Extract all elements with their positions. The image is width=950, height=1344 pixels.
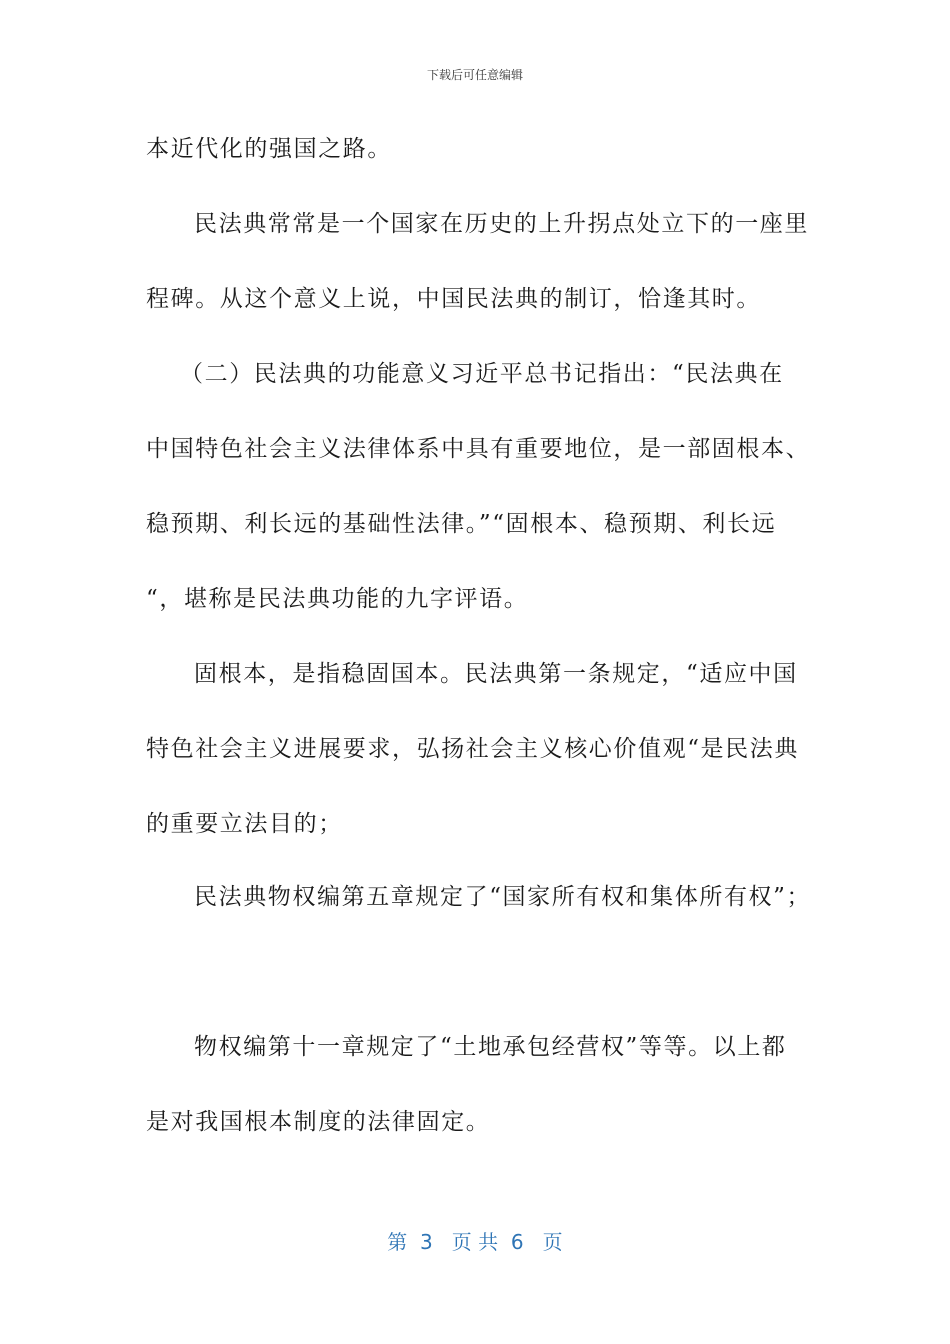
paragraph-line: （二）民法典的功能意义习近平总书记指出：“民法典在 [180, 361, 784, 387]
paragraph-line: 本近代化的强国之路。 [146, 136, 392, 162]
paragraph-line: 民法典常常是一个国家在历史的上升拐点处立下的一座里 [194, 211, 809, 237]
paragraph-line: 程碑。从这个意义上说，中国民法典的制订，恰逢其时。 [146, 286, 761, 312]
paragraph-line: 固根本，是指稳固国本。民法典第一条规定，“适应中国 [194, 661, 798, 687]
page-number-label: 第 3 页 共 6 页 [387, 1230, 563, 1254]
page-footer [0, 1226, 950, 1255]
paragraph-line: 的重要立法目的； [146, 811, 343, 837]
paragraph-line: 是对我国根本制度的法律固定。 [146, 1109, 491, 1135]
paragraph-line: 稳预期、利长远的基础性法律。”“固根本、稳预期、利长远 [146, 511, 777, 537]
page-header: 下载后可任意编辑 [426, 68, 523, 82]
paragraph-line: 中国特色社会主义法律体系中具有重要地位，是一部固根本、 [146, 436, 811, 462]
paragraph-line: 特色社会主义进展要求，弘扬社会主义核心价值观“是民法典 [146, 736, 799, 762]
paragraph-line: 物权编第十一章规定了“土地承包经营权”等等。以上都 [194, 1034, 787, 1060]
paragraph-line: 民法典物权编第五章规定了“国家所有权和集体所有权”； [194, 884, 812, 910]
paragraph-line: “，堪称是民法典功能的九字评语。 [146, 586, 529, 612]
